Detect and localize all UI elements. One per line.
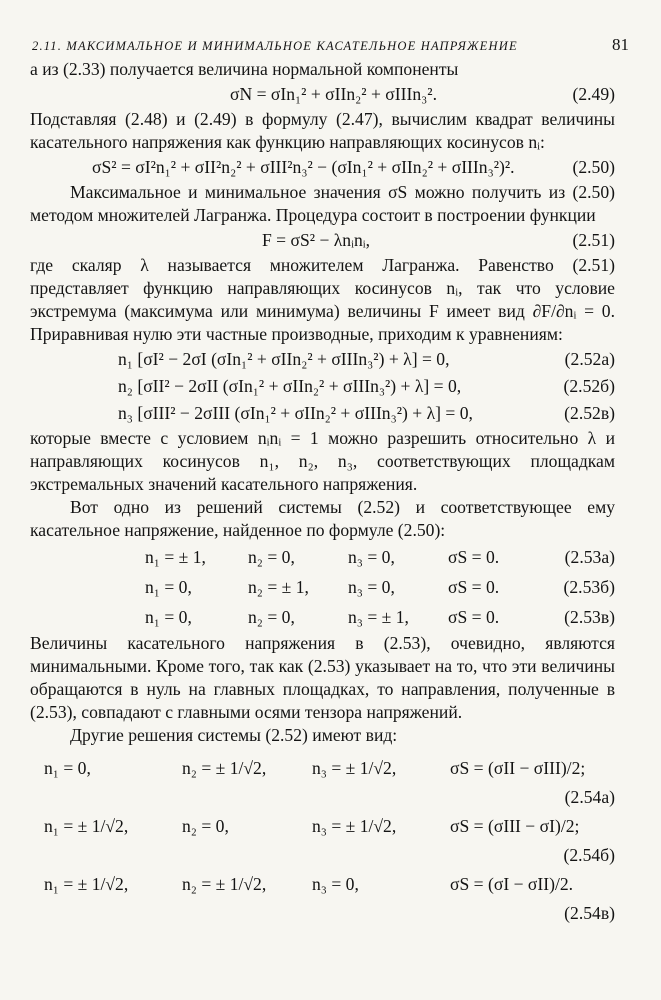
paragraph: Величины касательного напряжения в (2.53), очевидно, являются минимальными. Кроме того, так как (2.53) указывает на то, что эти величины обращаются в нуль на главных площадках, то направления, полученные в (2.53), совпадают с главными осями тензора напряжений. <box>30 633 615 722</box>
term-n2: n₂ = ± 1, <box>248 577 309 597</box>
paragraph: где скаляр λ называется множителем Лагранжа. Равенство (2.51) представляет функцию направляющих косинусов nᵢ, так что условие экстремума (максимума или минимума) величины F имеет вид ∂F/∂nᵢ = 0. Приравнивая нулю эти частные производные, приходим к уравнениям: <box>30 255 615 344</box>
equation-number: (2.50) <box>572 157 615 177</box>
equation-2-53a <box>30 542 615 572</box>
equation-2-54v <box>30 869 615 899</box>
equation-number: (2.54а) <box>564 787 615 807</box>
equation-number-row <box>30 783 615 811</box>
equation-formula: n₂ [σII² − 2σII (σIn₁² + σIIn₂² + σIIIn₃²) + λ] = 0, <box>118 376 462 396</box>
term-n2: n₂ = 0, <box>248 547 295 567</box>
equation-2-50 <box>30 154 615 181</box>
equation-number: (2.51) <box>572 230 615 250</box>
equation-number: (2.52б) <box>563 376 615 396</box>
term-sigma-s: σS = (σII − σIII)/2; <box>450 758 586 778</box>
equation-2-52a <box>30 346 615 373</box>
equation-2-51 <box>30 227 615 254</box>
equation-formula: F = σS² − λnᵢnᵢ, <box>262 230 371 250</box>
term-sigma-s: σS = 0. <box>448 577 500 597</box>
running-title: 2.11. МАКСИМАЛЬНОЕ И МИНИМАЛЬНОЕ КАСАТЕЛЬНОЕ НАПРЯЖЕНИЕ <box>32 39 518 53</box>
equation-number: (2.53а) <box>564 547 615 567</box>
paragraph: Другие решения системы (2.52) имеют вид: <box>70 725 398 745</box>
paragraph: а из (2.33) получается величина нормальной компоненты <box>30 59 459 79</box>
page <box>30 34 629 927</box>
term-n3: n₃ = 0, <box>348 577 395 597</box>
paragraph: Максимальное и минимальное значения σS можно получить из (2.50) методом множителей Лагранжа. Процедура состоит в построении функции <box>30 182 615 225</box>
term-n2: n₂ = ± 1/√2, <box>182 874 267 894</box>
term-sigma-s: σS = (σI − σII)/2. <box>450 874 574 894</box>
term-n2: n₂ = 0, <box>248 607 295 627</box>
term-sigma-s: σS = (σIII − σI)/2; <box>450 816 580 836</box>
term-n3: n₃ = 0, <box>312 874 359 894</box>
term-n1: n₁ = ± 1/√2, <box>44 874 129 894</box>
equation-number: (2.52в) <box>564 403 615 423</box>
equation-2-54b <box>30 811 615 841</box>
term-n3: n₃ = ± 1/√2, <box>312 758 397 778</box>
paragraph: Вот одно из решений системы (2.52) и соответствующее ему касательное напряжение, найденное по формуле (2.50): <box>30 497 615 540</box>
equation-formula: σS² = σI²n₁² + σII²n₂² + σIII²n₃² − (σIn₁² + σIIn₂² + σIIIn₃²)². <box>92 157 515 177</box>
term-n1: n₁ = 0, <box>145 577 192 597</box>
equation-formula: n₁ [σI² − 2σI (σIn₁² + σIIn₂² + σIIIn₃²) + λ] = 0, <box>118 349 450 369</box>
equation-2-52v <box>30 400 615 427</box>
paragraph: которые вместе с условием nᵢnᵢ = 1 можно разрешить относительно λ и направляющих косинусов n₁, n₂, n₃, соответствующих площадкам экстремальных значений касательного напряжения. <box>30 428 615 494</box>
equation-number: (2.49) <box>572 84 615 104</box>
equation-number: (2.54б) <box>563 845 615 865</box>
paragraph: Подставляя (2.48) и (2.49) в формулу (2.47), вычислим квадрат величины касательного напряжения как функцию направляющих косинусов nᵢ: <box>30 109 615 152</box>
term-sigma-s: σS = 0. <box>448 607 500 627</box>
equation-2-49 <box>30 81 615 108</box>
term-n3: n₃ = ± 1/√2, <box>312 816 397 836</box>
equation-number-row <box>30 841 615 869</box>
equation-number: (2.54в) <box>564 903 615 923</box>
term-n1: n₁ = 0, <box>44 758 91 778</box>
equation-number: (2.53в) <box>564 607 615 627</box>
equation-number-row <box>30 899 615 927</box>
term-n2: n₂ = ± 1/√2, <box>182 758 267 778</box>
equation-2-54a <box>30 753 615 783</box>
term-n2: n₂ = 0, <box>182 816 229 836</box>
running-header <box>30 34 629 58</box>
equation-2-53b <box>30 572 615 602</box>
term-n1: n₁ = 0, <box>145 607 192 627</box>
equation-2-53v <box>30 602 615 632</box>
term-n3: n₃ = 0, <box>348 547 395 567</box>
page-number: 81 <box>612 35 629 54</box>
equation-formula: n₃ [σIII² − 2σIII (σIn₁² + σIIn₂² + σIIIn₃²) + λ] = 0, <box>118 403 473 423</box>
term-sigma-s: σS = 0. <box>448 547 500 567</box>
equation-formula: σN = σIn₁² + σIIn₂² + σIIIn₃². <box>230 84 437 104</box>
term-n3: n₃ = ± 1, <box>348 607 409 627</box>
term-n1: n₁ = ± 1, <box>145 547 206 567</box>
equation-number: (2.53б) <box>563 577 615 597</box>
equation-2-52b <box>30 373 615 400</box>
equation-number: (2.52а) <box>564 349 615 369</box>
term-n1: n₁ = ± 1/√2, <box>44 816 129 836</box>
